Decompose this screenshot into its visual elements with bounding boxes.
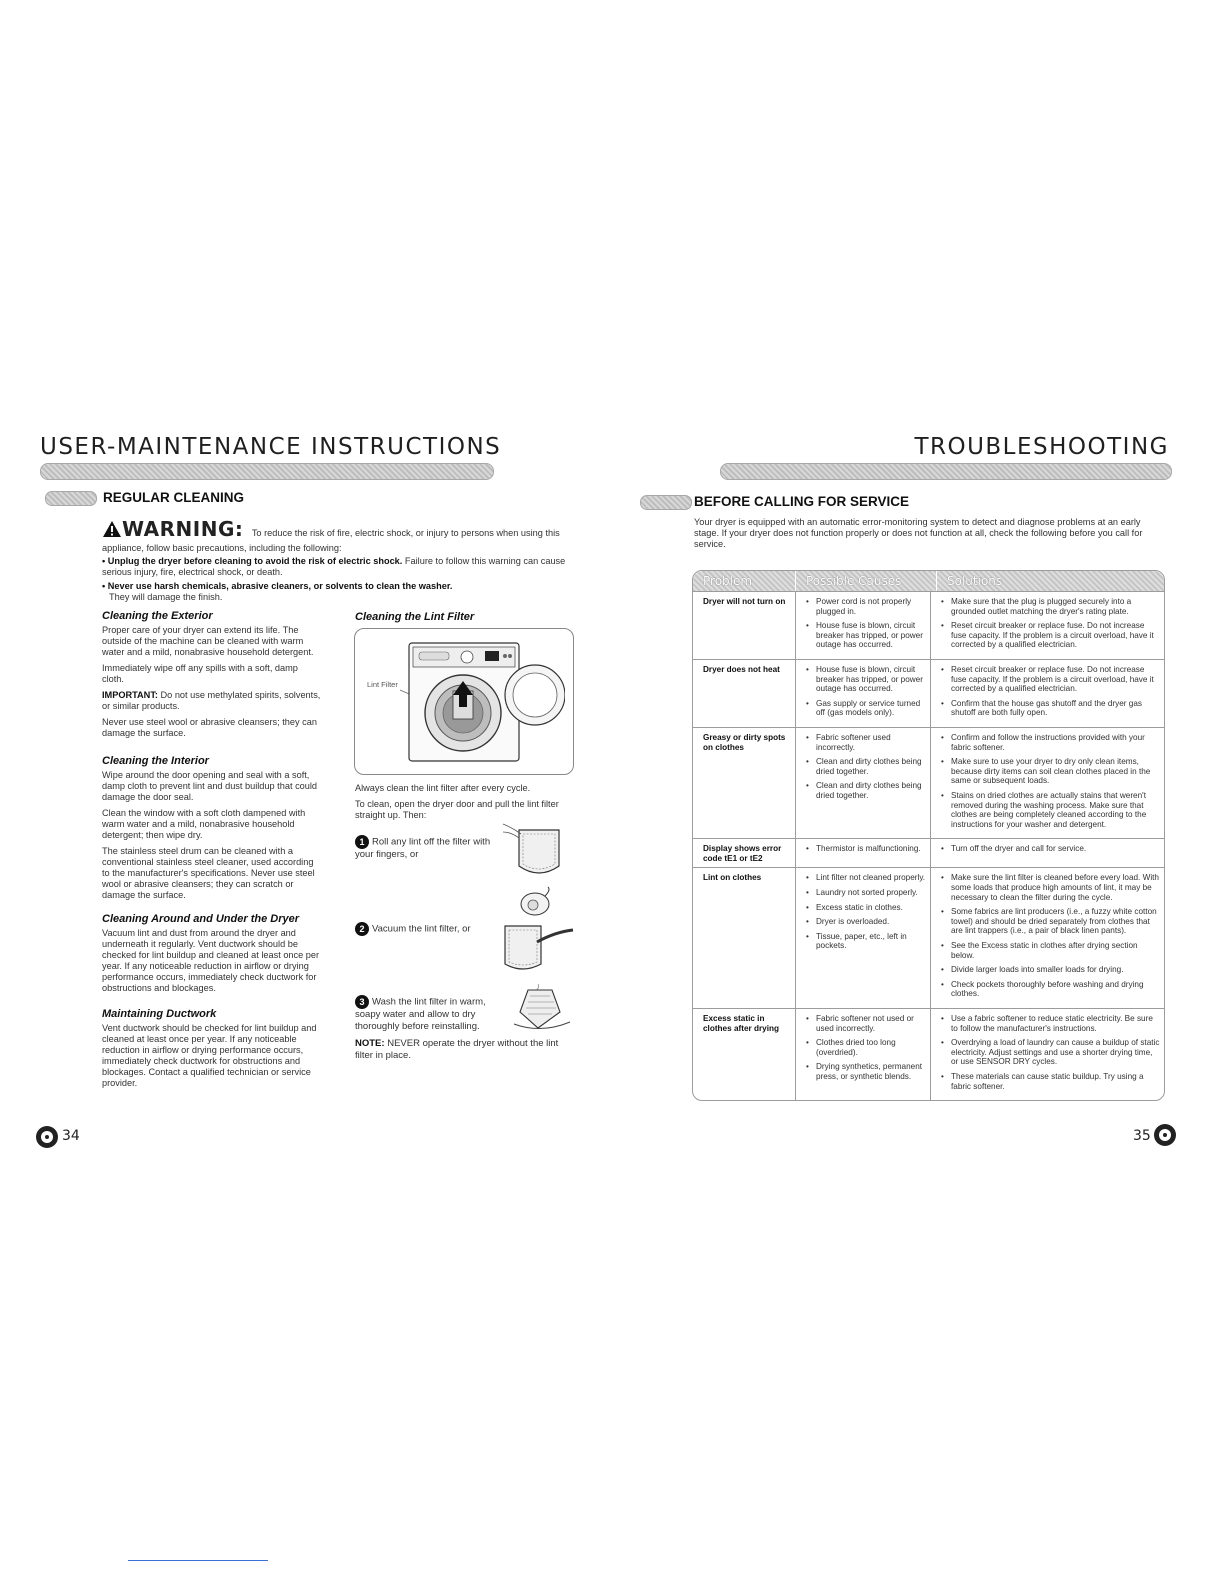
warning-bullet-2: • Never use harsh chemicals, abrasive cleaners, or solvents to clean the washer. They will damage the finish. (102, 581, 453, 602)
cause-item: • Excess static in clothes. (806, 903, 926, 913)
dryer-illustration-frame (354, 628, 574, 775)
causes-cell (796, 592, 931, 660)
solution-item: • Overdrying a load of laundry can cause a buildup of static electricity. Adjust settings and use a shorter drying time, or use SENSOR DRY cycles. (941, 1038, 1160, 1067)
problem-cell: Dryer does not heat (693, 659, 796, 727)
solutions-cell (931, 659, 1165, 727)
causes-cell (796, 659, 931, 727)
lint-filter-callout: Lint Filter (367, 680, 398, 689)
page-number-right: 35 (1133, 1128, 1151, 1144)
solution-item: • Turn off the dryer and call for service. (941, 844, 1160, 854)
cause-item: • Clothes dried too long (overdried). (806, 1038, 926, 1057)
solutions-cell (931, 727, 1165, 838)
cause-item: • Clean and dirty clothes being dried together. (806, 757, 926, 776)
warning-block (102, 517, 570, 603)
section-marker (45, 491, 97, 506)
lint-text: Always clean the lint filter after every cycle. To clean, open the dryer door and pull the lint filter straight up. Then: (355, 783, 559, 820)
page-number-left: 34 (62, 1128, 80, 1144)
step-number-2: 2 (355, 922, 369, 936)
cause-item: • Thermistor is malfunctioning. (806, 844, 926, 854)
table-header-row (693, 571, 1164, 591)
right-title-bar (720, 463, 1172, 480)
lint-step-1: 1 Roll any lint off the filter with your fingers, or (355, 836, 491, 860)
section-regular-cleaning: REGULAR CLEANING (103, 490, 244, 505)
causes-cell (796, 1009, 931, 1101)
problem-cell: Display shows error code tE1 or tE2 (693, 839, 796, 868)
lint-note: NOTE: NEVER operate the dryer without the lint filter in place. (355, 1038, 559, 1061)
solution-item: • Divide larger loads into smaller loads for drying. (941, 965, 1160, 975)
solution-item: • Reset circuit breaker or replace fuse. Do not increase fuse capacity. If the problem is a circuit overload, have it corrected by a qualified electrician. (941, 665, 1160, 694)
problem-cell: Dryer will not turn on (693, 592, 796, 660)
cause-item: • Fabric softener used incorrectly. (806, 733, 926, 752)
col-header-problem: Problem (703, 574, 753, 588)
solution-item: • Stains on dried clothes are actually stains that weren't removed during the washing process. Make sure that clothes are being completely cleaned according to the instructions for your washer and detergent. (941, 791, 1160, 829)
cause-item: • Laundry not sorted properly. (806, 888, 926, 898)
solution-item: • These materials can cause static buildup. Try using a fabric softener. (941, 1072, 1160, 1091)
cause-item: • House fuse is blown, circuit breaker has tripped, or power outage has occurred. (806, 665, 926, 694)
solution-item: • See the Excess static in clothes after drying section below. (941, 941, 1160, 960)
col-header-causes: Possible Causes (795, 571, 936, 591)
right-page-title: TROUBLESHOOTING (914, 434, 1169, 460)
table-row (693, 727, 1164, 838)
problem-cell: Excess static in clothes after drying (693, 1009, 796, 1101)
solutions-cell (931, 1009, 1165, 1101)
col-header-solutions: Solutions (936, 571, 1002, 591)
causes-cell (796, 868, 931, 1009)
section-marker-right (640, 495, 692, 510)
cause-item: • Gas supply or service turned off (gas models only). (806, 699, 926, 718)
solution-item: • Use a fabric softener to reduce static electricity. Be sure to follow the manufacturer's instructions. (941, 1014, 1160, 1033)
left-title-bar (40, 463, 494, 480)
causes-cell (796, 727, 931, 838)
left-column (102, 610, 322, 1094)
heading-maintaining-ductwork: Maintaining Ductwork (102, 1008, 217, 1020)
heading-cleaning-interior: Cleaning the Interior (102, 755, 209, 767)
heading-cleaning-lint-filter: Cleaning the Lint Filter (355, 611, 475, 623)
problem-cell: Greasy or dirty spots on clothes (693, 727, 796, 838)
interior-text: Wipe around the door opening and seal with a soft, damp cloth to prevent lint and dust buildup that could damage the door seal. Clean the window with a soft cloth dampened with warm water and a mild, nonabrasive household detergent; then wipe dry. The stainless steel drum can be cleaned with a conventional stainless steel cleaner, used according to the manufacturer's specifications. Never use steel wool or abrasive cleansers; they can scratch or damage the surface. (102, 770, 318, 900)
lg-logo-icon (1154, 1124, 1176, 1146)
problem-cell: Lint on clothes (693, 868, 796, 1009)
solution-item: • Make sure to use your dryer to dry only clean items, because dirty items can soil clean clothes placed in the same or subsequent loads. (941, 757, 1160, 786)
solution-item: • Some fabrics are lint producers (i.e., a fuzzy white cotton towel) and should be dried separately from clothes that are lint trappers (i.e., a pair of black linen pants). (941, 907, 1160, 936)
solution-item: • Make sure the lint filter is cleaned before every load. With some loads that produce high amounts of lint, it may be necessary to clean the filter during the cycle. (941, 873, 1160, 902)
solution-item: • Confirm and follow the instructions provided with your fabric softener. (941, 733, 1160, 752)
lg-logo-icon (36, 1126, 58, 1148)
step-number-3: 3 (355, 995, 369, 1009)
solution-item: • Confirm that the house gas shutoff and the dryer gas shutoff are both fully open. (941, 699, 1160, 718)
wash-lint-filter-image (508, 982, 574, 1034)
roll-lint-by-hand-image (497, 820, 575, 880)
cause-item: • Fabric softener not used or used incorrectly. (806, 1014, 926, 1033)
table-row (693, 592, 1164, 660)
solutions-cell (931, 868, 1165, 1009)
exterior-text: Proper care of your dryer can extend its life. The outside of the machine can be cleaned with warm water and a mild, nonabrasive household detergent. Immediately wipe off any spills with a soft, damp cloth. IMPORTANT: Do not use methylated spirits, solvents, or similar products. Never use steel wool or abrasive cleansers; they can damage the surface. (102, 625, 321, 738)
table-row (693, 839, 1164, 868)
warning-triangle-icon (102, 520, 122, 543)
troubleshooting-intro: Your dryer is equipped with an automatic error-monitoring system to detect and diagnose problems at an early stage. If your dryer does not function properly or does not function at all, check the following before you call for service. (694, 517, 1143, 549)
table-body (693, 591, 1164, 1100)
dryer-with-open-door-image (395, 635, 565, 767)
cause-item: • House fuse is blown, circuit breaker has tripped, or power outage has occurred. (806, 621, 926, 650)
table-row (693, 1009, 1164, 1101)
section-before-calling: BEFORE CALLING FOR SERVICE (694, 494, 910, 509)
around-text: Vacuum lint and dust from around the dryer and underneath it regularly. Vent ductwork should be checked for lint buildup and cleaned at least once per year. If any noticeable reduction in airflow or drying performance occurs, immediately check ductwork for obstructions and blockages. (102, 928, 320, 993)
cause-item: • Lint filter not cleaned properly. (806, 873, 926, 883)
causes-cell (796, 839, 931, 868)
warning-intro-cont: appliance, follow basic precautions, including the following: (102, 543, 342, 553)
solutions-cell (931, 839, 1165, 868)
blue-rule (128, 1560, 268, 1561)
solutions-cell (931, 592, 1165, 660)
heading-cleaning-exterior: Cleaning the Exterior (102, 610, 213, 622)
lint-step-3: 3 Wash the lint filter in warm, soapy water and allow to dry thoroughly before reinstalling. (355, 996, 486, 1032)
cause-item: • Tissue, paper, etc., left in pockets. (806, 932, 926, 951)
warning-heading: WARNING: (122, 517, 244, 541)
table-row (693, 659, 1164, 727)
solution-item: • Check pockets thoroughly before washing and drying clothes. (941, 980, 1160, 999)
step-number-1: 1 (355, 835, 369, 849)
vacuum-lint-filter-image (497, 912, 575, 974)
cause-item: • Dryer is overloaded. (806, 917, 926, 927)
cause-item: • Power cord is not properly plugged in. (806, 597, 926, 616)
cause-item: • Clean and dirty clothes being dried together. (806, 781, 926, 800)
cause-item: • Drying synthetics, permanent press, or synthetic blends. (806, 1062, 926, 1081)
table-row (693, 868, 1164, 1009)
lint-step-2: 2 Vacuum the lint filter, or (355, 922, 495, 936)
troubleshooting-table (692, 570, 1165, 1101)
solution-item: • Make sure that the plug is plugged securely into a grounded outlet matching the dryer's rating plate. (941, 597, 1160, 616)
warning-bullet-1: • Unplug the dryer before cleaning to avoid the risk of electric shock. Failure to follow this warning can cause serious injury, fire, electrical shock, or death. (102, 556, 566, 577)
warning-intro: To reduce the risk of fire, electric shock, or injury to persons when using this (251, 528, 560, 538)
left-page-title: USER-MAINTENANCE INSTRUCTIONS (40, 434, 502, 460)
heading-cleaning-around: Cleaning Around and Under the Dryer (102, 913, 300, 925)
solution-item: • Reset circuit breaker or replace fuse. Do not increase fuse capacity. If the problem is a circuit overload, have it corrected by a qualified electrician. (941, 621, 1160, 650)
duct-text: Vent ductwork should be checked for lint buildup and cleaned at least once per year. If any noticeable reduction in airflow or drying performance occurs, immediately check ductwork for obstructions and blockages. Contact a qualified technician or service provider. (102, 1023, 317, 1088)
